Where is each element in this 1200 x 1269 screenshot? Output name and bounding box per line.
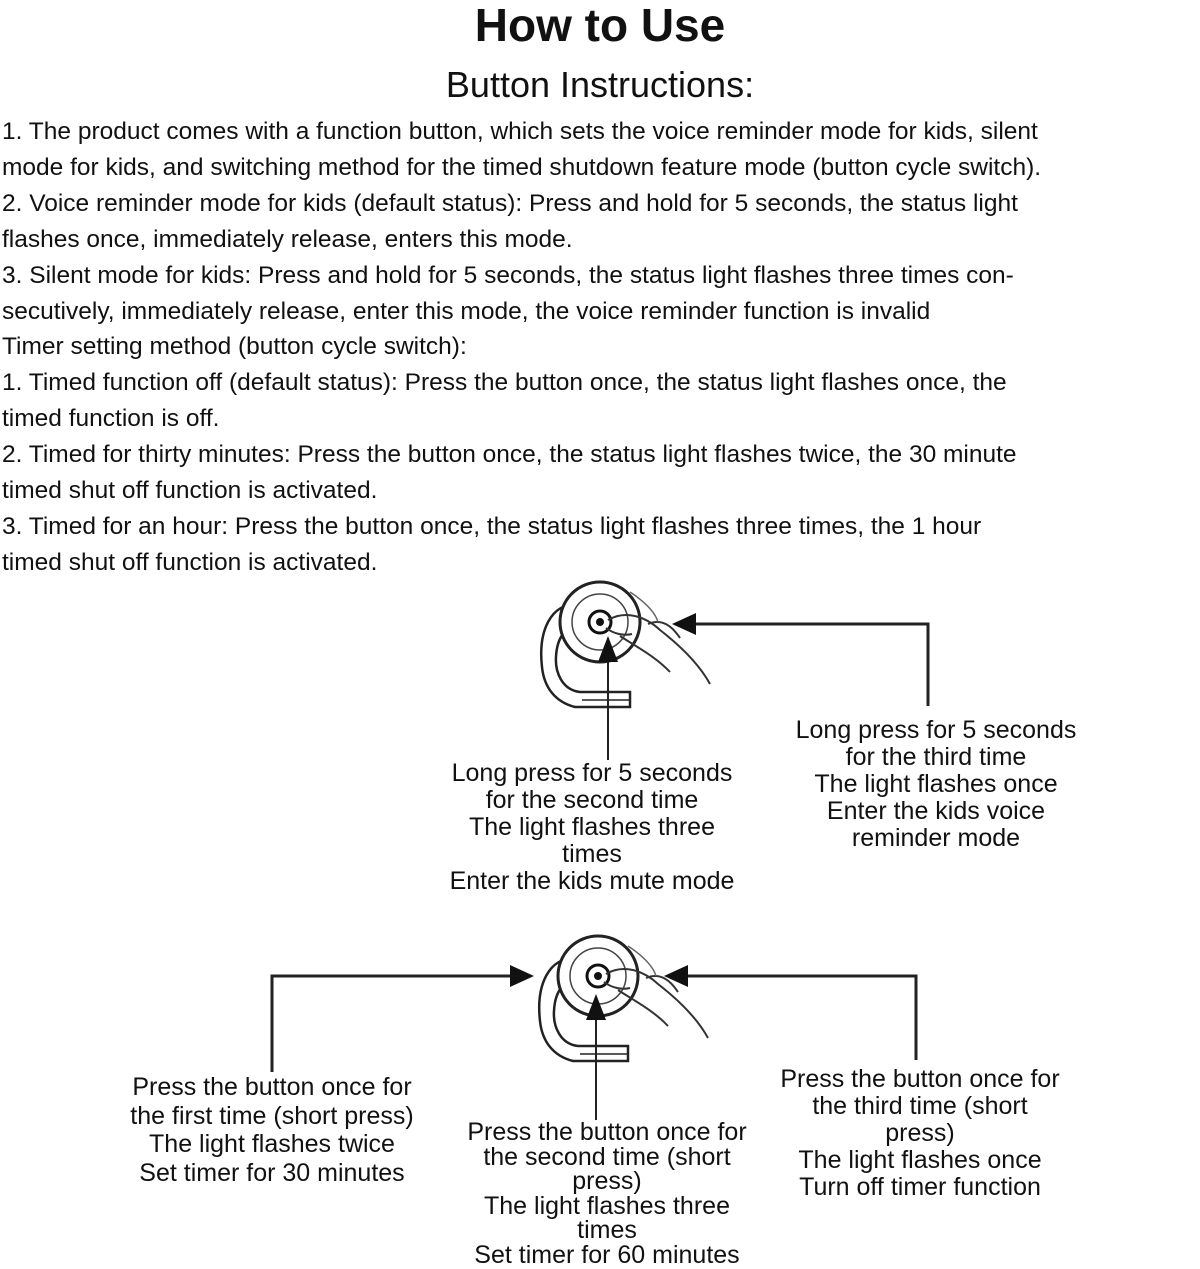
caption-first-short-press (92, 1073, 452, 1187)
caption-line: press) (572, 1167, 642, 1195)
device-illustration (539, 936, 708, 1061)
caption-line: Turn off timer function (799, 1173, 1041, 1201)
text-line: timed shut off function is activated. (2, 477, 378, 505)
caption-line: Long press for 5 seconds (795, 716, 1077, 744)
page-subtitle: Button Instructions: (445, 64, 755, 105)
caption-line: the first time (short press) (130, 1101, 414, 1130)
caption-line: Press the button once for (132, 1073, 412, 1101)
caption-second-short-press (427, 1120, 787, 1267)
pointer-line (688, 976, 916, 1060)
page-title: How to Use (474, 0, 726, 51)
pointer-line (272, 976, 510, 1072)
caption-line: the second time (short (483, 1142, 731, 1171)
caption-line: times (562, 840, 622, 868)
text-line: secutively, immediately release, enter this mode, the voice reminder function is invalid (2, 297, 931, 325)
text-line: 2. Timed for thirty minutes: Press the button once, the status light flashes twice, the 30 minute (2, 441, 1017, 469)
caption-line: Press the button once for (780, 1065, 1060, 1093)
caption-third-short-press (740, 1066, 1100, 1201)
text-line: 1. Timed function off (default status): Press the button once, the status light flashes once, the (2, 369, 1007, 397)
caption-third-long-press (756, 717, 1116, 852)
caption-line: Set timer for 30 minutes (139, 1158, 405, 1187)
text-line: timed shut off function is activated. (2, 548, 378, 576)
caption-line: Long press for 5 seconds (451, 759, 733, 787)
caption-line: The light flashes twice (149, 1130, 395, 1158)
caption-line: The light flashes three (469, 813, 715, 841)
caption-line: Set timer for 60 minutes (474, 1240, 740, 1269)
text-line: 2. Voice reminder mode for kids (default status): Press and hold for 5 seconds, the status light (2, 189, 1018, 217)
text-line: 1. The product comes with a function button, which sets the voice reminder mode for kids, silent (2, 118, 1038, 145)
caption-line: The light flashes once (798, 1146, 1042, 1174)
caption-line: Enter the kids voice (826, 797, 1046, 825)
arrow-head-icon (510, 965, 534, 987)
text-line: flashes once, immediately release, enters this mode. (2, 225, 573, 253)
caption-line: times (577, 1216, 637, 1244)
caption-line: Press the button once for (467, 1118, 747, 1146)
text-line: mode for kids, and switching method for the timed shutdown feature mode (button cycle switch). (2, 153, 1042, 181)
text-line: timed function is off. (2, 405, 220, 433)
arrow-head-icon (664, 965, 688, 987)
caption-line: The light flashes three (484, 1191, 730, 1220)
caption-line: Enter the kids mute mode (449, 867, 735, 895)
caption-second-long-press (412, 760, 772, 895)
device-illustration (541, 582, 710, 707)
text-line: 3. Timed for an hour: Press the button once, the status light flashes three times, the 1 hour (2, 512, 982, 540)
caption-line: for the second time (485, 786, 699, 814)
pointer-line (695, 624, 928, 706)
caption-line: reminder mode (851, 824, 1021, 852)
caption-line: The light flashes once (814, 770, 1058, 798)
caption-line: for the third time (845, 743, 1027, 771)
text-line: 3. Silent mode for kids: Press and hold for 5 seconds, the status light flashes three times con- (2, 261, 1014, 289)
caption-line: press) (885, 1119, 955, 1147)
text-line: Timer setting method (button cycle switch): (2, 333, 467, 361)
caption-line: the third time (short (812, 1092, 1028, 1120)
